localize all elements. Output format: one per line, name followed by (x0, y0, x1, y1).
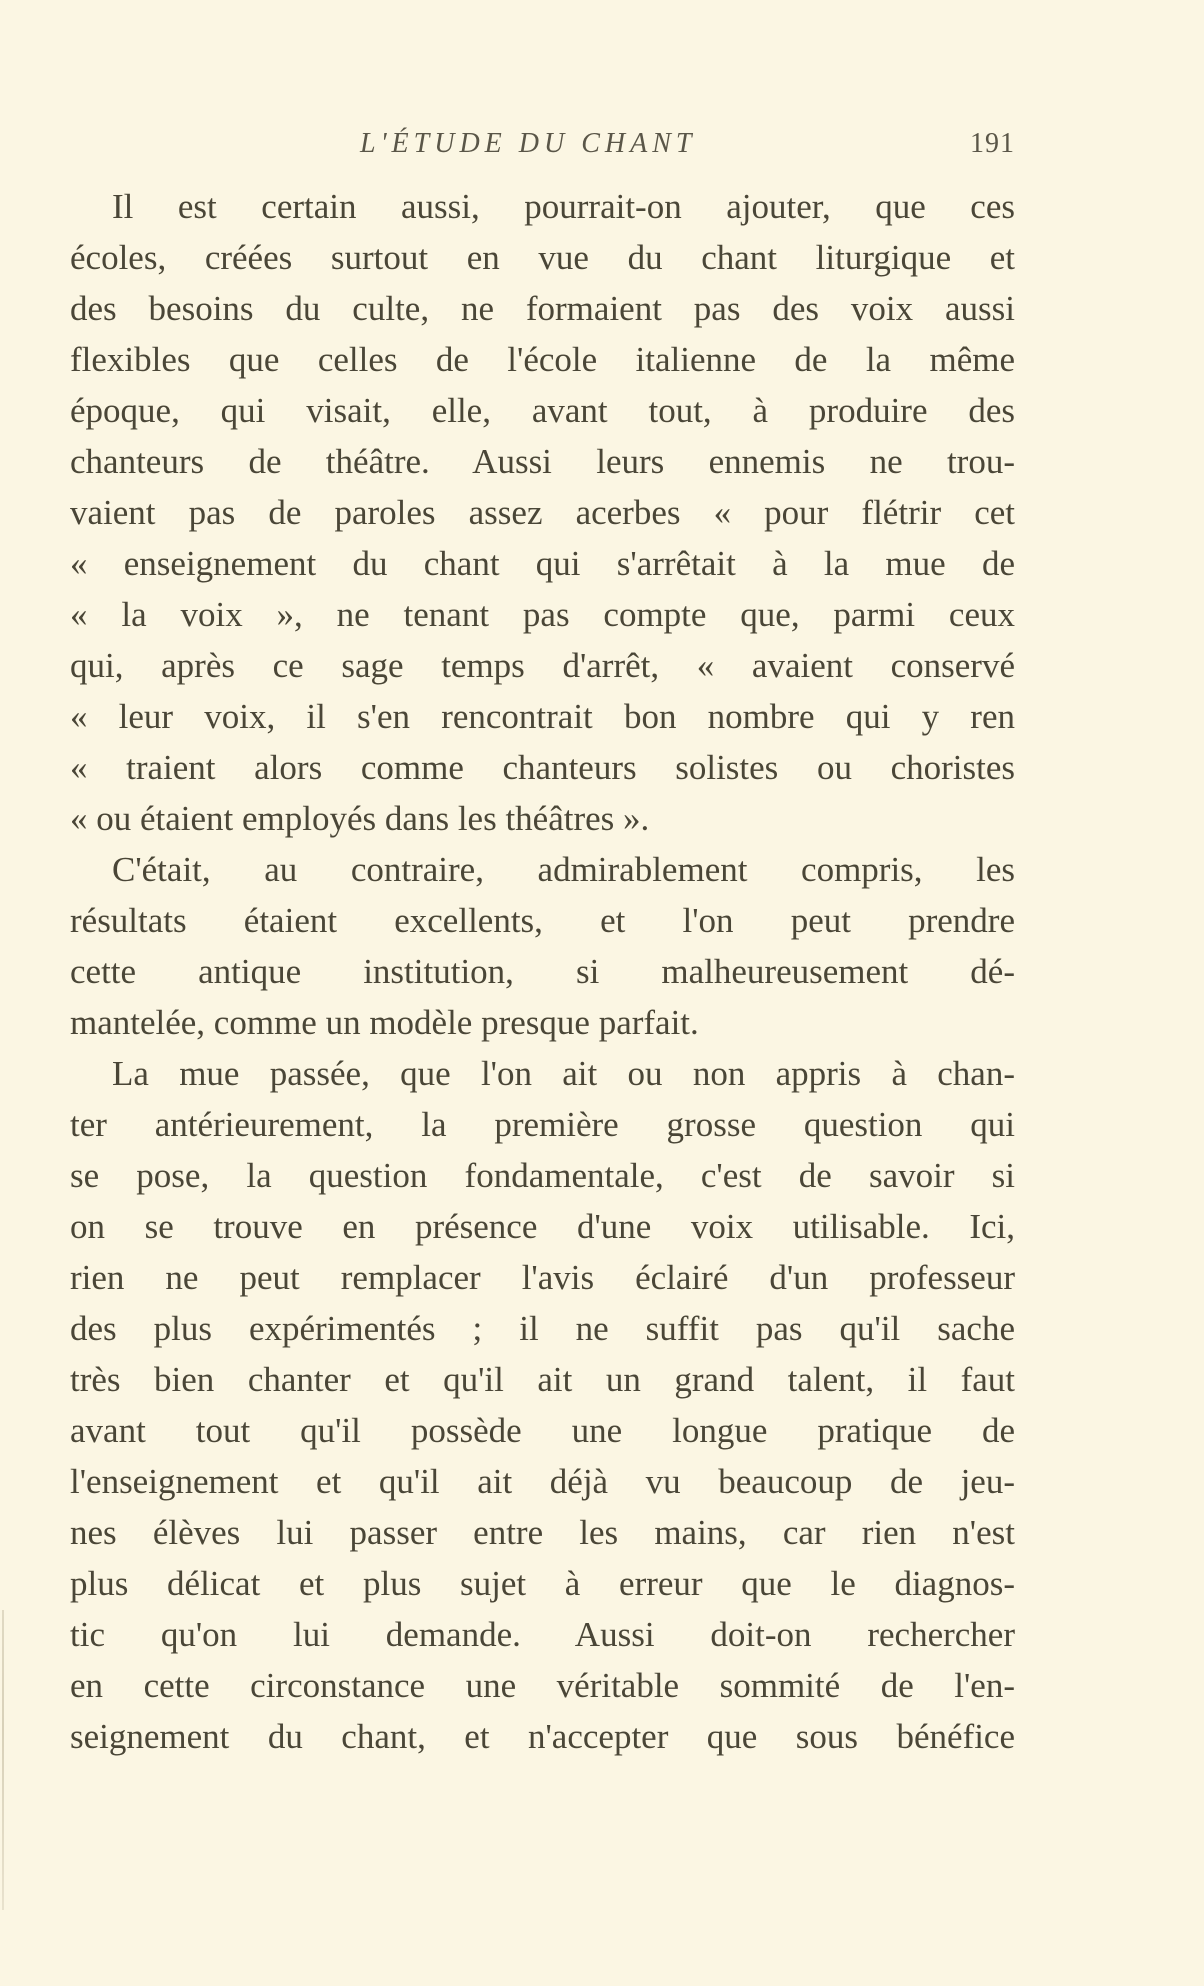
text-line: mantelée, comme un modèle presque parfait. (70, 1003, 699, 1042)
text-line: des plus expérimentés ; il ne suffit pas qu'il sache (70, 1309, 1015, 1348)
text-line: C'était, au contraire, admirablement compris, les (112, 850, 1015, 889)
page-number: 191 (970, 128, 1015, 159)
text-line: époque, qui visait, elle, avant tout, à produire des (70, 391, 1015, 430)
text-line: ter antérieurement, la première grosse question qui (70, 1105, 1015, 1144)
text-line: l'enseignement et qu'il ait déjà vu beaucoup de jeu- (70, 1462, 1015, 1501)
body-text (70, 181, 1015, 1762)
text-line: « traient alors comme chanteurs solistes ou choristes (70, 748, 1015, 787)
text-line: résultats étaient excellents, et l'on peut prendre (70, 901, 1015, 940)
text-line: « la voix », ne tenant pas compte que, parmi ceux (70, 595, 1015, 634)
text-line: des besoins du culte, ne formaient pas des voix aussi (70, 289, 1015, 328)
text-line: on se trouve en présence d'une voix utilisable. Ici, (70, 1207, 1015, 1246)
running-title: L'ÉTUDE DU CHANT (360, 128, 697, 159)
text-line: qui, après ce sage temps d'arrêt, « avaient conservé (70, 646, 1015, 685)
text-line: nes élèves lui passer entre les mains, car rien n'est (70, 1513, 1015, 1552)
text-line: écoles, créées surtout en vue du chant liturgique et (70, 238, 1015, 277)
text-line: en cette circonstance une véritable sommité de l'en- (70, 1666, 1015, 1705)
running-head (70, 128, 1015, 168)
text-line: « enseignement du chant qui s'arrêtait à la mue de (70, 544, 1015, 583)
text-line: très bien chanter et qu'il ait un grand talent, il faut (70, 1360, 1015, 1399)
text-line: se pose, la question fondamentale, c'est de savoir si (70, 1156, 1015, 1195)
text-line: rien ne peut remplacer l'avis éclairé d'un professeur (70, 1258, 1015, 1297)
text-line: Il est certain aussi, pourrait-on ajouter, que ces (112, 187, 1015, 226)
text-line: plus délicat et plus sujet à erreur que le diagnos- (70, 1564, 1015, 1603)
text-line: « leur voix, il s'en rencontrait bon nombre qui y ren (70, 697, 1015, 736)
text-line: avant tout qu'il possède une longue pratique de (70, 1411, 1015, 1450)
text-line: La mue passée, que l'on ait ou non appris à chan- (112, 1054, 1015, 1093)
text-line: tic qu'on lui demande. Aussi doit-on rechercher (70, 1615, 1015, 1654)
text-line: chanteurs de théâtre. Aussi leurs ennemis ne trou- (70, 442, 1015, 481)
text-line: cette antique institution, si malheureusement dé- (70, 952, 1015, 991)
text-line: « ou étaient employés dans les théâtres ». (70, 799, 650, 838)
text-line: flexibles que celles de l'école italienne de la même (70, 340, 1015, 379)
text-line: seignement du chant, et n'accepter que sous bénéfice (70, 1717, 1015, 1756)
text-line: vaient pas de paroles assez acerbes « pour flétrir cet (70, 493, 1015, 532)
page-edge-mark (2, 1610, 4, 1910)
